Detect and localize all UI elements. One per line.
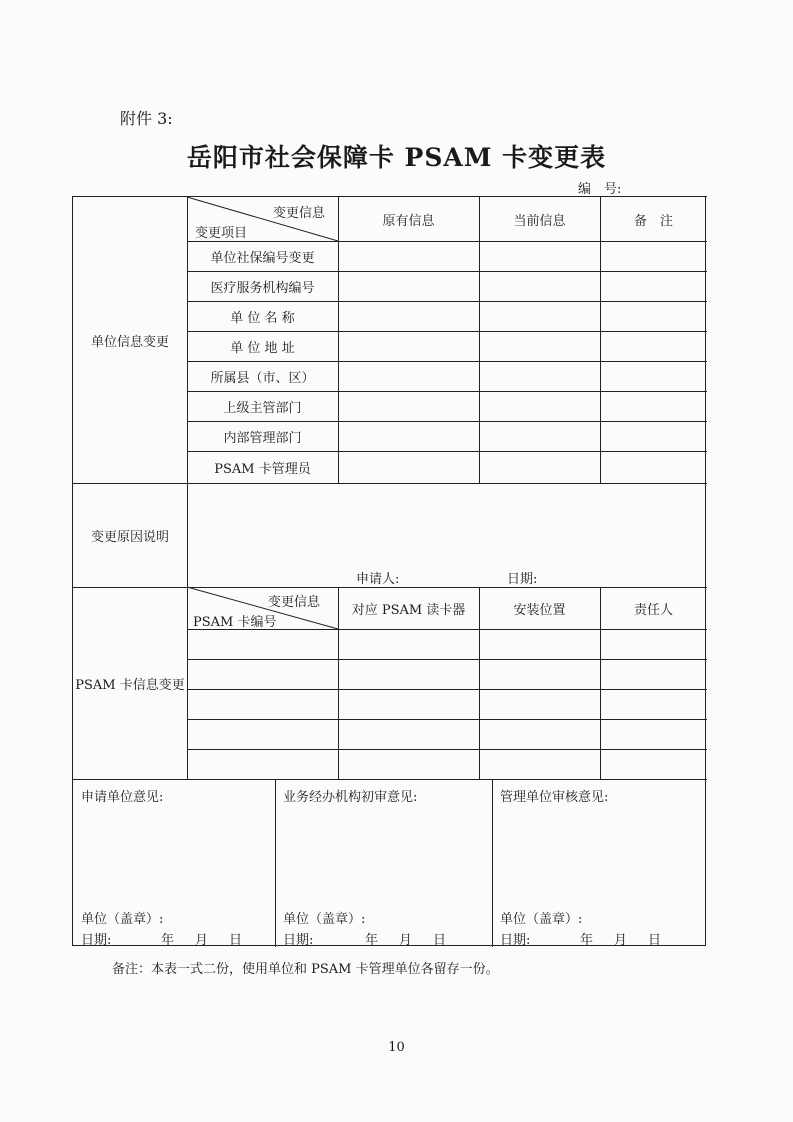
- applicant-unit-date-label: 日期:: [81, 933, 112, 948]
- agency-day-label: 日: [433, 933, 447, 948]
- section3-label: PSAM 卡信息变更: [75, 677, 185, 693]
- agency-year-label: 年: [365, 933, 379, 948]
- item-internal-dept: 内部管理部门: [223, 430, 302, 446]
- item-unit-address: 单 位 地 址: [230, 340, 295, 356]
- item-medical-institution-no: 医疗服务机构编号: [210, 280, 315, 296]
- serial-number-label: 编 号:: [578, 182, 622, 197]
- section3-diag-bottom-label: PSAM 卡编号: [193, 615, 277, 630]
- item-superior-dept: 上级主管部门: [223, 400, 302, 416]
- col-remark: 备 注: [633, 213, 673, 229]
- attachment-label: 附件 3:: [120, 109, 173, 128]
- col-original-info: 原有信息: [382, 213, 435, 229]
- management-seal-label: 单位（盖章）:: [500, 912, 583, 927]
- section1-diag-top-label: 变更信息: [273, 206, 326, 221]
- management-date-label: 日期:: [500, 933, 531, 948]
- change-form-table: [72, 196, 706, 946]
- page-number: 10: [388, 1040, 405, 1055]
- applicant-unit-opinion-label: 申请单位意见:: [81, 790, 164, 805]
- item-social-security-no: 单位社保编号变更: [210, 250, 315, 266]
- agency-seal-label: 单位（盖章）:: [283, 912, 366, 927]
- reason-date-label: 日期:: [507, 572, 538, 587]
- section3-diag-top-label: 变更信息: [268, 595, 321, 610]
- section2-label: 变更原因说明: [90, 529, 169, 545]
- footnote: 备注：本表一式二份，使用单位和 PSAM 卡管理单位各留存一份。: [112, 962, 499, 977]
- management-review-opinion-label: 管理单位审核意见:: [500, 790, 609, 805]
- agency-month-label: 月: [399, 933, 413, 948]
- section1-diag-bottom-label: 变更项目: [195, 226, 248, 241]
- applicant-unit-seal-label: 单位（盖章）:: [81, 912, 164, 927]
- applicant-unit-day-label: 日: [229, 933, 243, 948]
- management-month-label: 月: [614, 933, 628, 948]
- applicant-unit-year-label: 年: [161, 933, 175, 948]
- col-responsible-person: 责任人: [633, 602, 673, 618]
- col-install-location: 安装位置: [513, 602, 566, 618]
- form-title: 岳阳市社会保障卡 PSAM 卡变更表: [186, 143, 607, 172]
- col-current-info: 当前信息: [513, 213, 566, 229]
- applicant-unit-month-label: 月: [195, 933, 209, 948]
- agency-date-label: 日期:: [283, 933, 314, 948]
- agency-review-opinion-label: 业务经办机构初审意见:: [283, 790, 418, 805]
- applicant-label: 申请人:: [356, 572, 400, 587]
- management-day-label: 日: [648, 933, 662, 948]
- serial-number-field[interactable]: [578, 178, 707, 197]
- col-psam-reader: 对应 PSAM 读卡器: [351, 602, 466, 618]
- section1-label: 单位信息变更: [90, 334, 169, 350]
- management-year-label: 年: [580, 933, 594, 948]
- item-county: 所属县（市、区）: [210, 370, 315, 386]
- item-unit-name: 单 位 名 称: [230, 310, 295, 326]
- item-psam-admin: PSAM 卡管理员: [214, 461, 311, 477]
